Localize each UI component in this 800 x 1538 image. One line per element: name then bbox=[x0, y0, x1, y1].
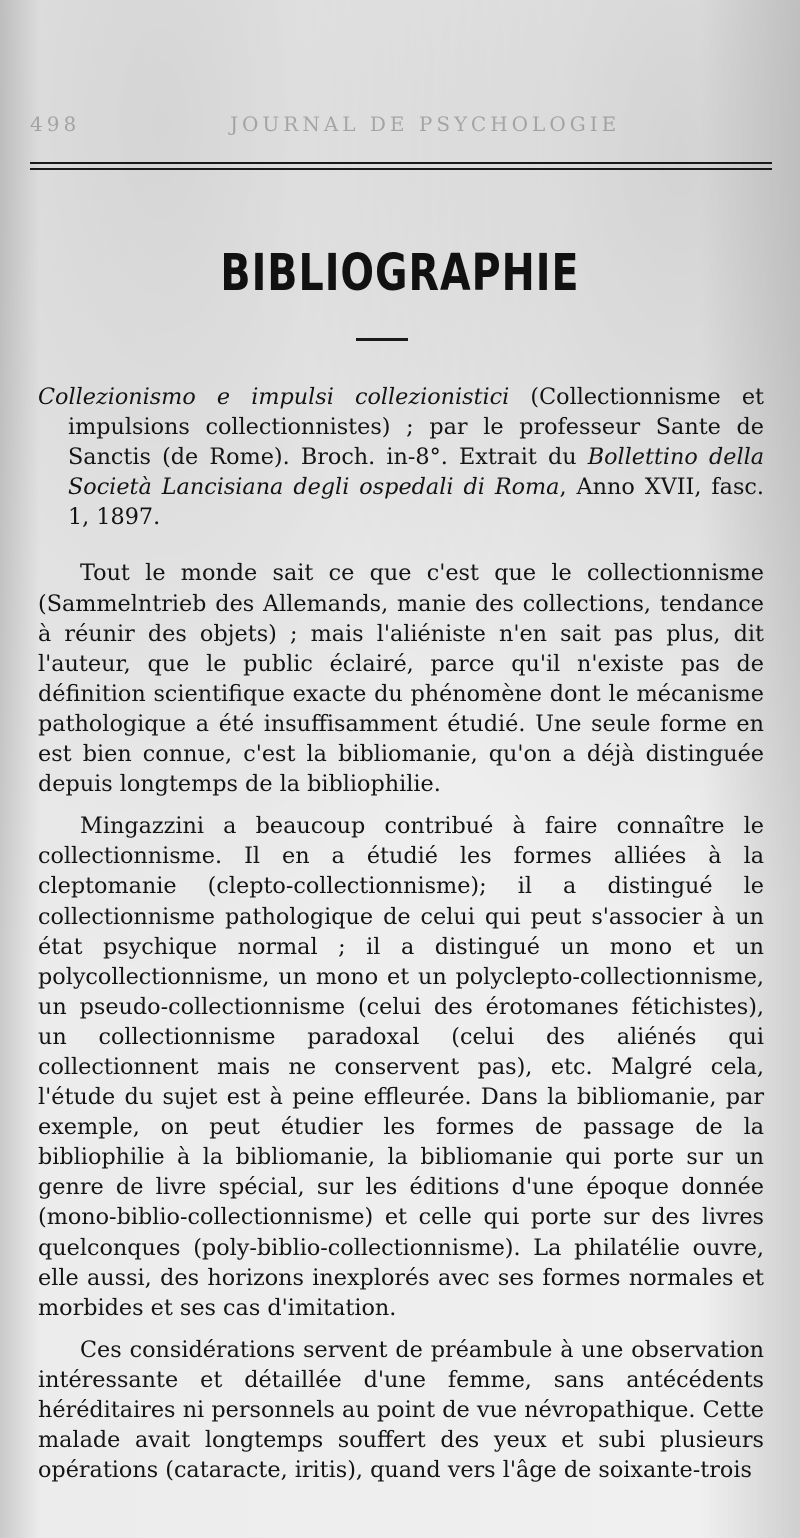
paragraph-2: Mingazzini a beaucoup contribué à faire connaître le collectionnisme. Il en a étudié les formes alliées à la cleptomanie (clepto-collectionnisme); il a distingué le collectionnisme pathologique de celui qui peut s'associer à un état psychique normal ; il a distingué un mono et un polycollectionnisme, un mono et un polyclepto-collectionnisme, un pseudo-collectionnisme (celui des érotomanes fétichistes), un collectionnisme paradoxal (celui des aliénés qui collectionnent mais ne conservent pas), etc. Malgré cela, l'étude du sujet est à peine effleurée. Dans la bibliomanie, par exemple, on peut étudier les formes de passage de la bibliophilie à la bibliomanie, la bibliomanie qui porte sur un genre de livre spécial, sur les éditions d'une époque donnée (mono-biblio-collectionnisme) et celle qui porte sur des livres quelconques (poly-biblio-collectionnisme). La philatélie ouvre, elle aussi, des horizons inexplorés avec ses formes normales et morbides et ses cas d'imitation. bbox=[38, 813, 764, 1321]
entry-journal: Bollettino della Società Lancisiana degli ospedali di Roma bbox=[68, 444, 764, 501]
body-text bbox=[38, 382, 764, 1485]
bibliographic-entry bbox=[38, 382, 764, 532]
running-head bbox=[30, 112, 770, 140]
paragraph-3: Ces considérations servent de préambule à une observation intéressante et détaillée d'une femme, sans antécédents héréditaires ni personnels au point de vue névropathique. Cette malade avait longtemps souffert des yeux et subi plusieurs opérations (cataracte, iritis), quand vers l'âge de soixante-trois bbox=[38, 1336, 764, 1484]
header-rule-top bbox=[30, 162, 772, 164]
entry-citation: (Collectionnisme et impulsions collectionnistes) ; par le professeur Sante de Sanctis (de Rome). Broch. in-8°. Extrait du bbox=[68, 384, 764, 471]
entry-issue: , Anno XVII, fasc. 1, 1897. bbox=[68, 474, 764, 531]
section-heading: BIBLIOGRAPHIE bbox=[220, 244, 580, 303]
page-number: 498 bbox=[30, 112, 81, 136]
header-rule-bottom bbox=[30, 168, 772, 170]
running-title: JOURNAL DE PSYCHOLOGIE bbox=[229, 112, 621, 136]
heading-rule bbox=[356, 338, 408, 341]
entry-title: Collezionismo e impulsi collezionistici bbox=[38, 384, 510, 410]
paragraph-1: Tout le monde sait ce que c'est que le collectionnisme (Sammelntrieb des Allemands, manie des collections, tendance à réunir des objets) ; mais l'aliéniste n'en sait pas plus, dit l'auteur, que le public éclairé, parce qu'il n'existe pas de définition scientifique exacte du phénomène dont le mécanisme pathologique a été insuffisamment étudié. Une seule forme en est bien connue, c'est la bibliomanie, qu'on a déjà distinguée depuis longtemps de la bibliophilie. bbox=[38, 560, 764, 798]
